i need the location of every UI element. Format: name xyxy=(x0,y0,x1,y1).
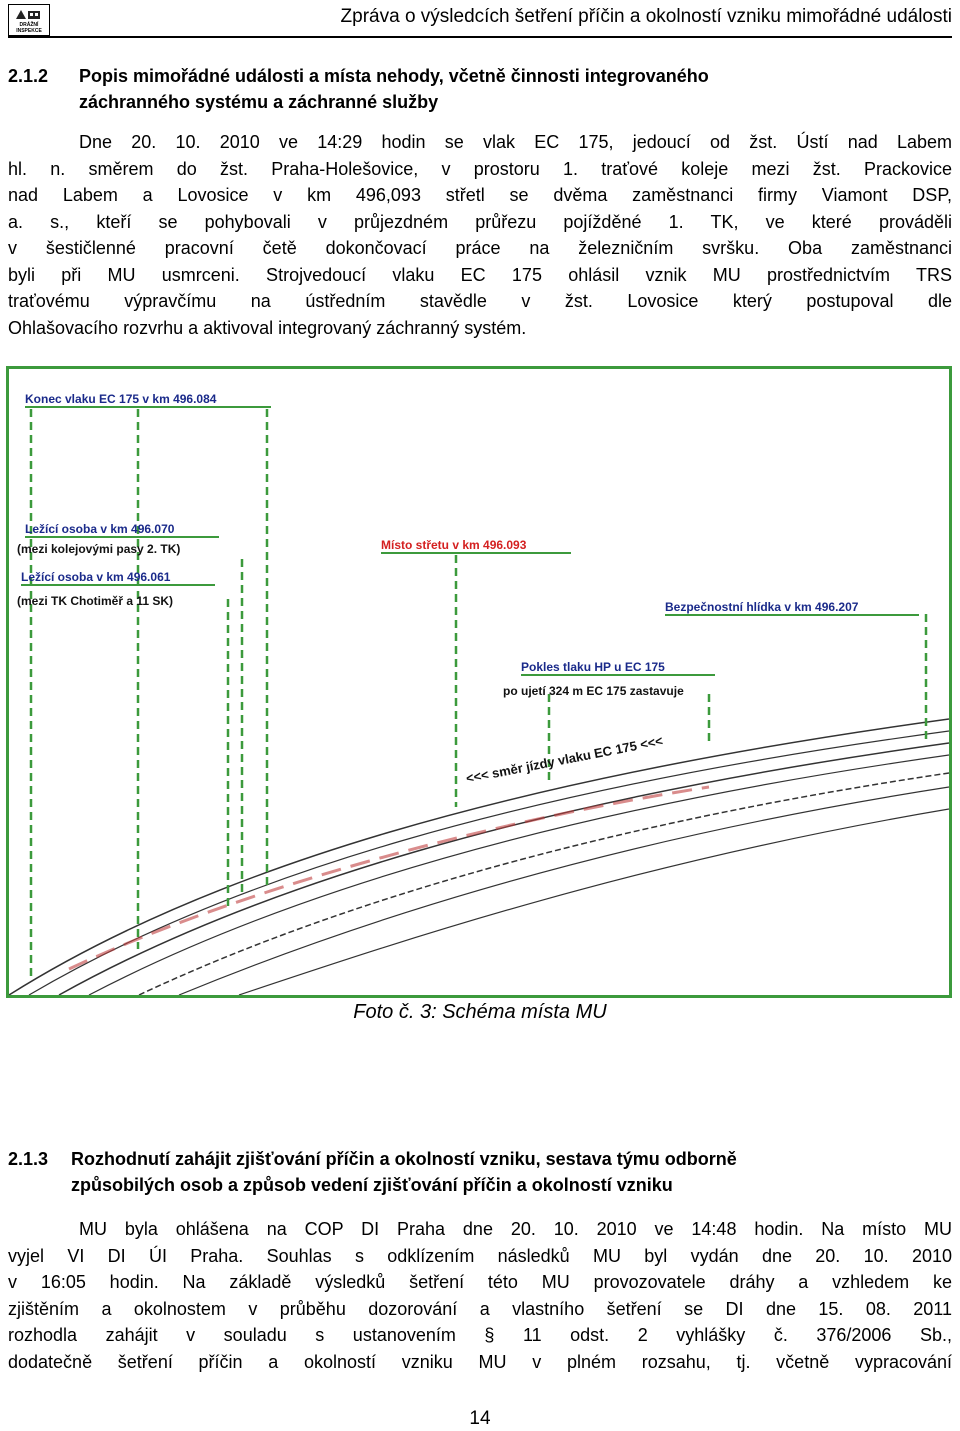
paragraph-line: a. s., kteří se pohybovali v průjezdném průřezu pojížděné 1. TK, ve které prováděli xyxy=(8,211,952,232)
section-title-line: záchranného systému a záchranné služby xyxy=(79,92,439,112)
paragraph-line: byli při MU usmrceni. Strojvedoucí vlaku EC 175 ohlásil vznik MU prostřednictvím TRS xyxy=(8,264,952,285)
paragraph-line: rozhodla zahájit v souladu s ustanovením § 11 odst. 2 vyhlášky č. 376/2006 Sb., xyxy=(8,1325,952,1345)
paragraph-line: nad Labem a Lovosice v km 496,093 střetl se dvěma zaměstnanci firmy Viamont DSP, xyxy=(8,185,952,205)
paragraph-line: Ohlašovacího rozvrhu a aktivoval integrovaný záchranný systém. xyxy=(8,317,527,338)
label-lezici-osoba-2: Ležící osoba v km 496.061 xyxy=(21,570,171,584)
paragraph-line: traťovému výpravčímu na ústředním stavědle v žst. Lovosice který postupoval dle xyxy=(8,291,952,311)
paragraph-line: Dne 20. 10. 2010 ve 14:29 hodin se vlak EC 175, jedoucí od žst. Ústí nad Labem xyxy=(79,132,952,152)
paragraph-line: MU byla ohlášena na COP DI Praha dne 20. 10. 2010 ve 14:48 hodin. Na místo MU xyxy=(79,1219,952,1239)
section-title-line: Popis mimořádné události a místa nehody, včetně činnosti integrovaného xyxy=(79,66,709,86)
site-schema-diagram xyxy=(9,369,949,995)
label-konec-vlaku: Konec vlaku EC 175 v km 496.084 xyxy=(25,392,217,406)
section-title xyxy=(79,63,952,115)
logo xyxy=(8,4,50,36)
section-paragraph xyxy=(8,129,952,341)
logo-emblem-icon xyxy=(13,7,43,21)
page-number: 14 xyxy=(469,1408,491,1429)
paragraph-line: zjištěním a okolnostem v průběhu dozorování a vlastního šetření se DI dne 15. 08. 2011 xyxy=(8,1298,952,1319)
paragraph-line: vyjel VI DI ÚI Praha. Souhlas s odklízením následků MU byl vydán dne 20. 10. 2010 xyxy=(8,1245,952,1266)
label-lezici-osoba-1: Ležící osoba v km 496.070 xyxy=(25,522,175,536)
figure-caption: Foto č. 3: Schéma místa MU xyxy=(353,1001,607,1023)
paragraph-line: hl. n. směrem do žst. Praha-Holešovice, v prostoru 1. traťové koleje mezi žst. Prackovice xyxy=(8,158,952,179)
label-lezici-osoba-1-note: (mezi kolejovými pasy 2. TK) xyxy=(17,542,181,556)
label-bezpecnostni-hlidka: Bezpečnostní hlídka v km 496.207 xyxy=(665,600,859,614)
paragraph-line: v 16:05 hodin. Na základě výsledků šetření této MU provozovatele dráhy a vzhledem ke xyxy=(8,1272,952,1292)
marker-lines xyxy=(31,409,926,979)
section-title xyxy=(71,1146,952,1198)
label-lezici-osoba-2-note: (mezi TK Chotiměř a 11 SK) xyxy=(17,594,174,608)
track-lines xyxy=(9,719,949,995)
section-paragraph xyxy=(8,1216,952,1375)
label-pokles-tlaku: Pokles tlaku HP u EC 175 xyxy=(521,660,665,674)
site-schema-figure xyxy=(6,366,952,998)
label-misto-stretu: Místo střetu v km 496.093 xyxy=(381,538,527,552)
section-title-line: Rozhodnutí zahájit zjišťování příčin a okolností vzniku, sestava týmu odborně xyxy=(71,1149,737,1169)
logo-text: DRÁŽNÍ INSPEKCE xyxy=(16,22,42,34)
document-title: Zpráva o výsledcích šetření příčin a okolností vzniku mimořádné události xyxy=(340,6,952,27)
label-smer-jizdy: <<< směr jízdy vlaku EC 175 <<< xyxy=(464,733,665,786)
paragraph-line: v šestičlenné pracovní četě dokončovací práce na železničním svršku. Oba zaměstnanci xyxy=(8,238,952,258)
paragraph-line: dodatečně šetření příčin a okolností vzniku MU v plném rozsahu, tj. včetně vypracování xyxy=(8,1351,952,1372)
label-pokles-tlaku-note: po ujetí 324 m EC 175 zastavuje xyxy=(503,684,684,698)
section-number: 2.1.3 xyxy=(8,1149,49,1169)
page-header xyxy=(8,4,952,38)
section-number: 2.1.2 xyxy=(8,66,49,86)
section-title-line: způsobilých osob a způsob vedení zjišťování příčin a okolností vzniku xyxy=(71,1175,673,1195)
